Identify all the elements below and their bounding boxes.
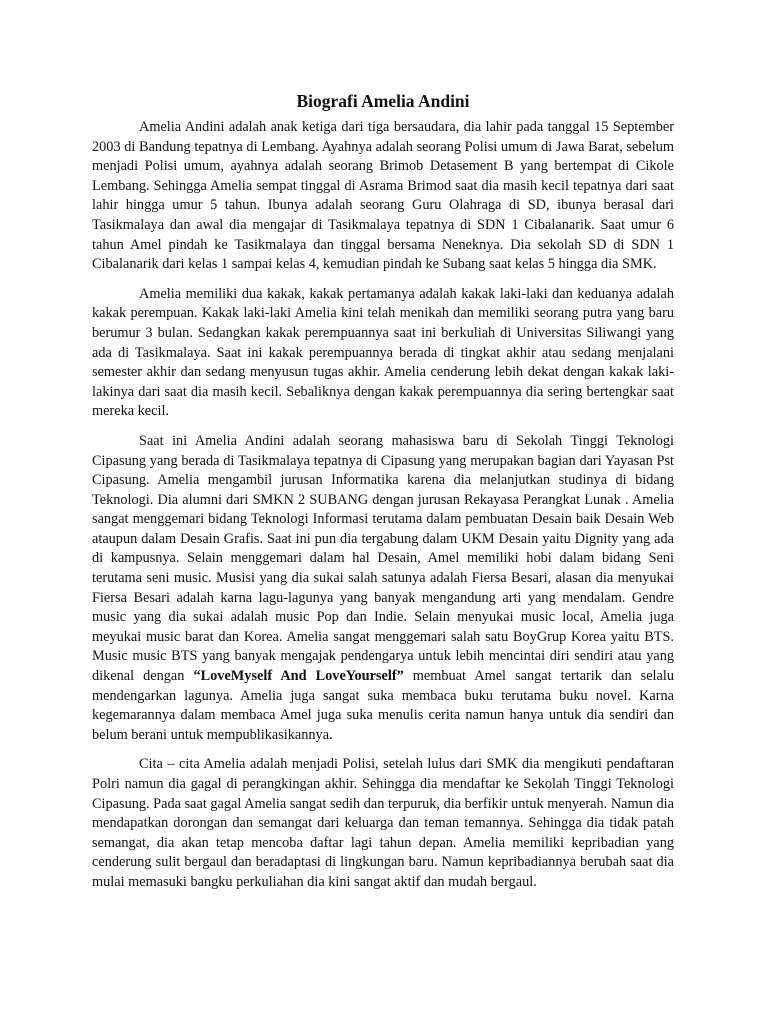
document-title: Biografi Amelia Andini [296, 91, 470, 111]
paragraph-3-text-before: Saat ini Amelia Andini adalah seorang mahasiswa baru di Sekolah Tinggi Teknologi Cipasung yang berada di Tasikmalaya tepatnya di Cipasung yang merupakan bagian dari Yayasan Pst Cipasung. Amelia mengambil jurusan Informatika karena dia melanjutkan studinya di bidang Teknologi. Dia alumni dari SMKN 2 SUBANG dengan jurusan Rekayasa Perangkat Lunak . Amelia sangat menggemari bidang Teknologi Informasi terutama dalam pembuatan Desain baik Desain Web ataupun dalam Desain Grafis. Saat ini pun dia tergabung dalam UKM Desain yaitu Dignity yang ada di kampusnya. Selain menggemari dalam hal Desain, Amel memiliki hobi dalam bidang Seni terutama seni music. Musisi yang dia sukai salah satunya adalah Fiersa Besari, alasan dia menyukai Fiersa Besari adalah karna lagu-lagunya yang banyak mengandung arti yang mendalam. Gendre music yang dia sukai adalah music Pop dan Indie. Selain menyukai music local, Amelia juga meyukai music barat dan Korea. Amelia sangat menggemari salah satu BoyGrup Korea yaitu BTS. Music music BTS yang banyak mengajak pendengarya untuk lebih mencintai diri sendiri atau yang dikenal dengan [92, 432, 674, 685]
paragraph-4: Cita – cita Amelia adalah menjadi Polisi, setelah lulus dari SMK dia mengikuti pendaftaran Polri namun dia gagal di perangkingan akhir. Sehingga dia mendaftar ke Sekolah Tinggi Teknologi Cipasung. Pada saat gagal Amelia sangat sedih dan terpuruk, dia berfikir untuk menyerah. Namun dia mendapatkan dorongan dan semangat dari keluarga dan teman temannya. Sehingga dia tidak patah semangat, dia akan tetap mencoba daftar lagi tahun depan. Amelia memiliki kepribadian yang cenderung sulit bergaul dan beradaptasi di lingkungan baru. Namun kepribadiannya berubah saat dia mulai memasuki bangku perkuliahan dia kini sangat aktif dan mudah bergaul. [92, 756, 674, 890]
paragraph-3-text-after: membuat Amel sangat tertarik dan selalu mendengarkan lagunya. Amelia juga sangat suka membaca buku terutama buku novel. Karna kegemarannya dalam membaca Amel juga suka menulis cerita namun hanya untuk dia sendiri dan belum berani untuk mempublikasikannya. [92, 668, 675, 743]
document-page [92, 88, 674, 903]
paragraph-3-bold-quote: “LoveMyself And LoveYourself” [193, 668, 404, 685]
paragraph-1: Amelia Andini adalah anak ketiga dari tiga bersaudara, dia lahir pada tanggal 15 September 2003 di Bandung tepatnya di Lembang. Ayahnya adalah seorang Polisi umum di Jawa Barat, sebelum menjadi Polisi umum, ayahnya adalah seorang Brimob Detasement B yang bertempat di Cikole Lembang. Sehingga Amelia sempat tinggal di Asrama Brimod saat dia masih kecil tepatnya dari saat lahir hingga umur 5 tahun. Ibunya adalah seorang Guru Olahraga di SD, ibunya berasal dari Tasikmalaya dan awal dia mengajar di Tasikmalaya tepatnya di SDN 1 Cibalanarik. Saat umur 6 tahun Amel pindah ke Tasikmalaya dan tinggal bersama Neneknya. Dia sekolah SD di SDN 1 Cibalanarik dari kelas 1 sampai kelas 4, kemudian pindah ke Subang saat kelas 5 hingga dia SMK. [92, 119, 674, 273]
paragraph-2: Amelia memiliki dua kakak, kakak pertamanya adalah kakak laki-laki dan keduanya adalah kakak perempuan. Kakak laki-laki Amelia kini telah menikah dan memiliki seorang putra yang baru berumur 3 bulan. Sedangkan kakak perempuannya saat ini berkuliah di Universitas Siliwangi yang ada di Tasikmalaya. Saat ini kakak perempuannya berada di tingkat akhir atau sedang menjalani semester akhir dan sedang menyusun tugas akhir. Amelia cenderung lebih dekat dengan kakak laki-lakinya dari saat dia masih kecil. Sebaliknya dengan kakak perempuannya dia sering bertengkar saat mereka kecil. [92, 285, 674, 420]
paragraph-3 [92, 432, 674, 746]
